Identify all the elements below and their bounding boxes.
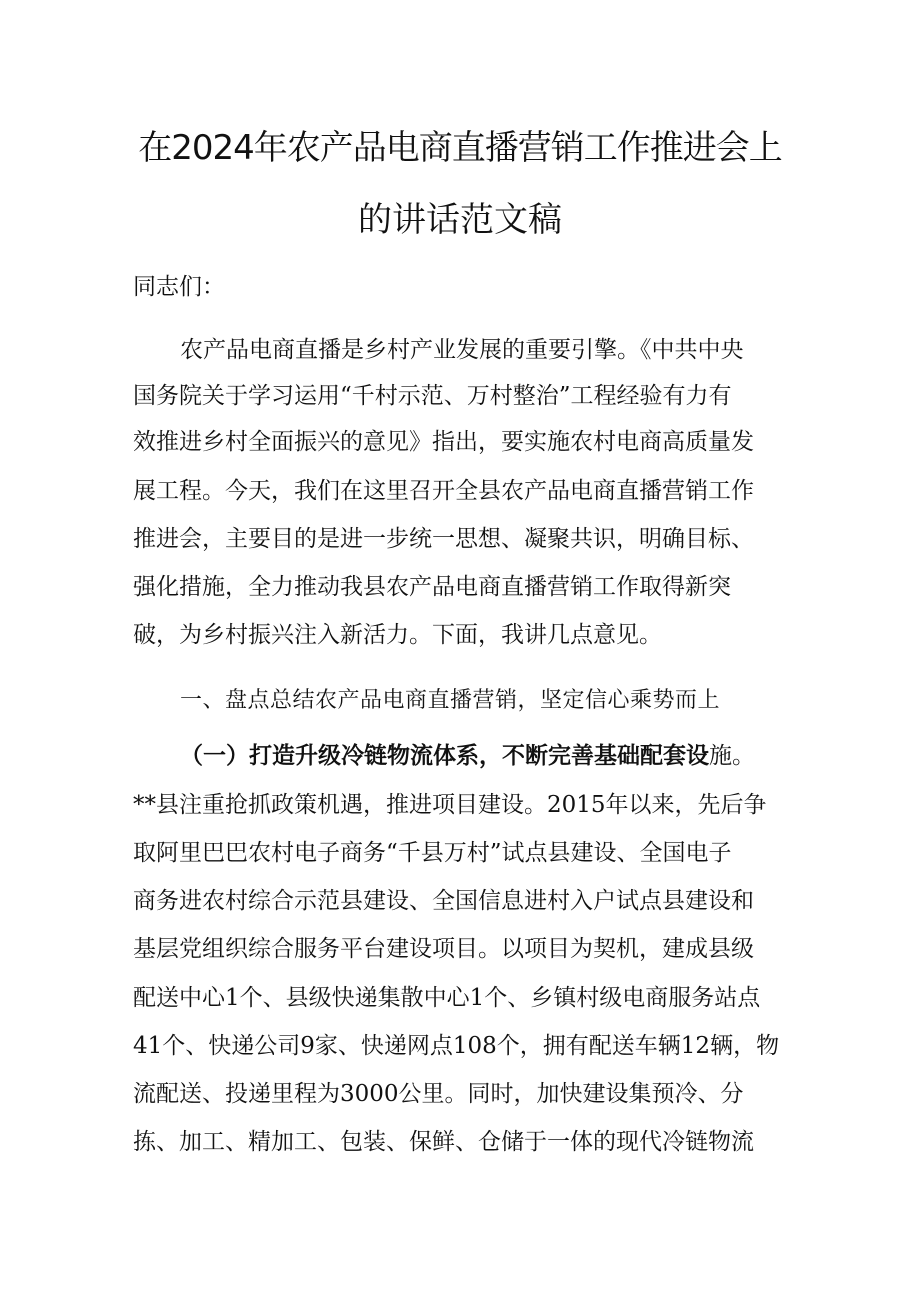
section-heading-1: 一、盘点总结农产品电商直播营销，坚定信心乘势而上 bbox=[180, 688, 721, 713]
paragraph-line: 破，为乡村振兴注入新活力。下面，我讲几点意见。 bbox=[133, 622, 662, 648]
paragraph-line: 展工程。今天，我们在这里召开全县农产品电商直播营销工作 bbox=[133, 478, 754, 504]
paragraph-line: 效推进乡村全面振兴的意见》指出，要实施农村电商高质量发 bbox=[133, 429, 754, 455]
paragraph-line: 农产品电商直播是乡村产业发展的重要引擎。《中共中央 bbox=[180, 337, 744, 363]
subsection-heading-line bbox=[180, 741, 800, 771]
paragraph-line: 基层党组织综合服务平台建设项目。以项目为契机，建成县级 bbox=[133, 936, 754, 962]
paragraph-line: **县注重抢抓政策机遇，推进项目建设。2015年以来，先后争 bbox=[133, 792, 767, 818]
subsection-heading-1: （一）打造升级冷链物流体系，不断完善基础配套设 bbox=[180, 742, 709, 769]
paragraph-line: 配送中心1个、县级快递集散中心1个、乡镇村级电商服务站点 bbox=[133, 985, 761, 1011]
subsection-heading-tail: 施。 bbox=[709, 743, 755, 769]
document-title-line-2: 的讲话范文稿 bbox=[358, 200, 562, 240]
salutation: 同志们： bbox=[133, 274, 225, 300]
paragraph-line: 41个、快递公司9家、快递网点108个，拥有配送车辆12辆，物 bbox=[133, 1033, 780, 1059]
paragraph-line: 拣、加工、精加工、包装、保鲜、仓储于一体的现代冷链物流 bbox=[133, 1129, 754, 1155]
paragraph-line: 推进会，主要目的是进一步统一思想、凝聚共识，明确目标、 bbox=[133, 526, 754, 552]
paragraph-line: 取阿里巴巴农村电子商务“千县万村”试点县建设、全国电子 bbox=[133, 840, 732, 866]
paragraph-line: 流配送、投递里程为3000公里。同时，加快建设集预冷、分 bbox=[133, 1081, 744, 1107]
document-title-line-1: 在2024年农产品电商直播营销工作推进会上 bbox=[138, 128, 782, 168]
paragraph-line: 国务院关于学习运用“千村示范、万村整治”工程经验有力有 bbox=[133, 383, 732, 409]
paragraph-line: 强化措施，全力推动我县农产品电商直播营销工作取得新突 bbox=[133, 574, 731, 600]
paragraph-line: 商务进农村综合示范县建设、全国信息进村入户试点县建设和 bbox=[133, 888, 754, 914]
